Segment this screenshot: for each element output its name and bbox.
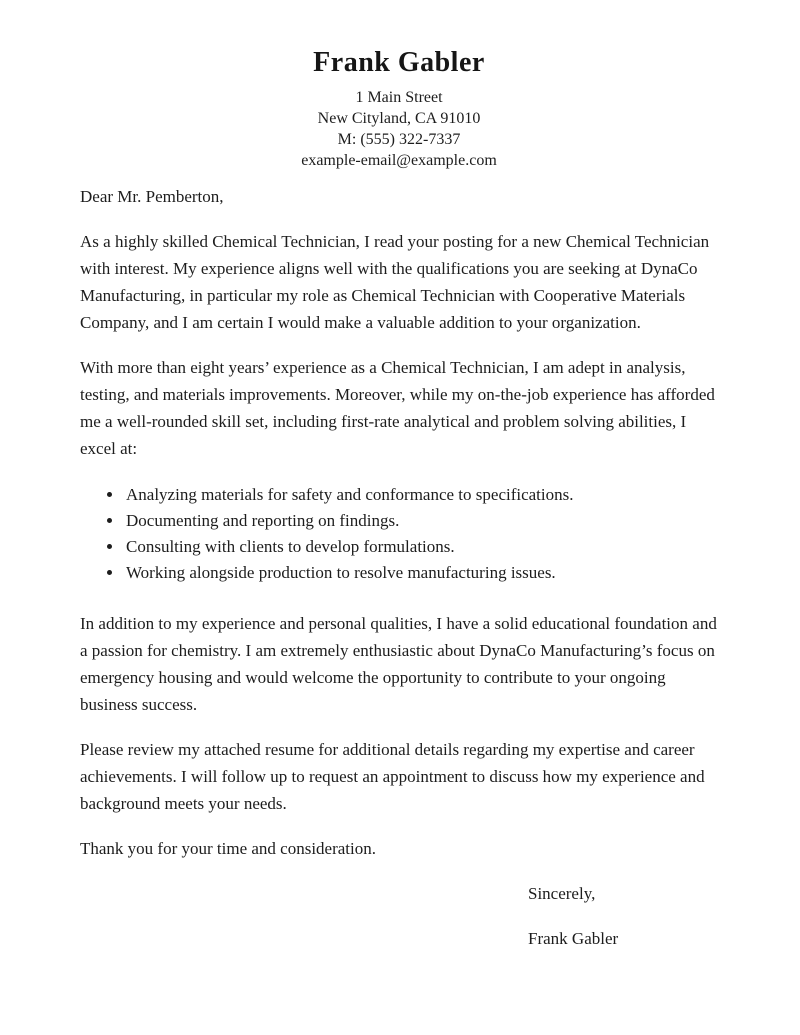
- contact-city-state-zip: New Cityland, CA 91010: [317, 110, 481, 127]
- list-item-documenting: • Documenting and reporting on findings.: [124, 508, 718, 534]
- list-item-consulting: • Consulting with clients to develop formulations.: [124, 534, 718, 560]
- contact-email: example-email@example.com: [301, 152, 497, 169]
- closing: Sincerely,: [528, 884, 596, 903]
- sender-name: Frank Gabler: [313, 47, 485, 78]
- letter-header: [80, 46, 718, 171]
- skills-list: [80, 482, 718, 586]
- contact-block: [80, 87, 718, 171]
- paragraph-resume: Please review my attached resume for additional details regarding my expertise and career achievements. I will follow up to request an appointment to discuss how my experience and background meets your needs.: [80, 740, 705, 813]
- contact-phone: M: (555) 322-7337: [337, 131, 461, 148]
- contact-street: 1 Main Street: [355, 89, 443, 106]
- paragraph-thanks: Thank you for your time and consideration.: [80, 839, 377, 858]
- signature-name: Frank Gabler: [528, 929, 619, 948]
- paragraph-education: In addition to my experience and personal qualities, I have a solid educational foundation and a passion for chemistry. I am extremely enthusiastic about DynaCo Manufacturing’s focus on emergency housing and would welcome the opportunity to contribute to your ongoing business success.: [80, 614, 717, 714]
- list-item-analyzing: • Analyzing materials for safety and conformance to specifications.: [124, 482, 718, 508]
- list-item-working: • Working alongside production to resolve manufacturing issues.: [124, 560, 718, 586]
- paragraph-intro: As a highly skilled Chemical Technician, I read your posting for a new Chemical Technician with interest. My experience aligns well with the qualifications you are seeking at DynaCo Manufacturing, in particular my role as Chemical Technician with Cooperative Materials Company, and I am certain I would make a valuable addition to your organization.: [80, 232, 710, 332]
- signature-block: [528, 880, 718, 952]
- paragraph-experience: With more than eight years’ experience as a Chemical Technician, I am adept in analysis, testing, and materials improvements. Moreover, while my on-the-job experience has afforded me a well-rounded skill set, including first-rate analytical and problem solving abilities, I excel at:: [80, 358, 715, 458]
- salutation: Dear Mr. Pemberton,: [80, 187, 224, 206]
- letter-body: [80, 183, 718, 952]
